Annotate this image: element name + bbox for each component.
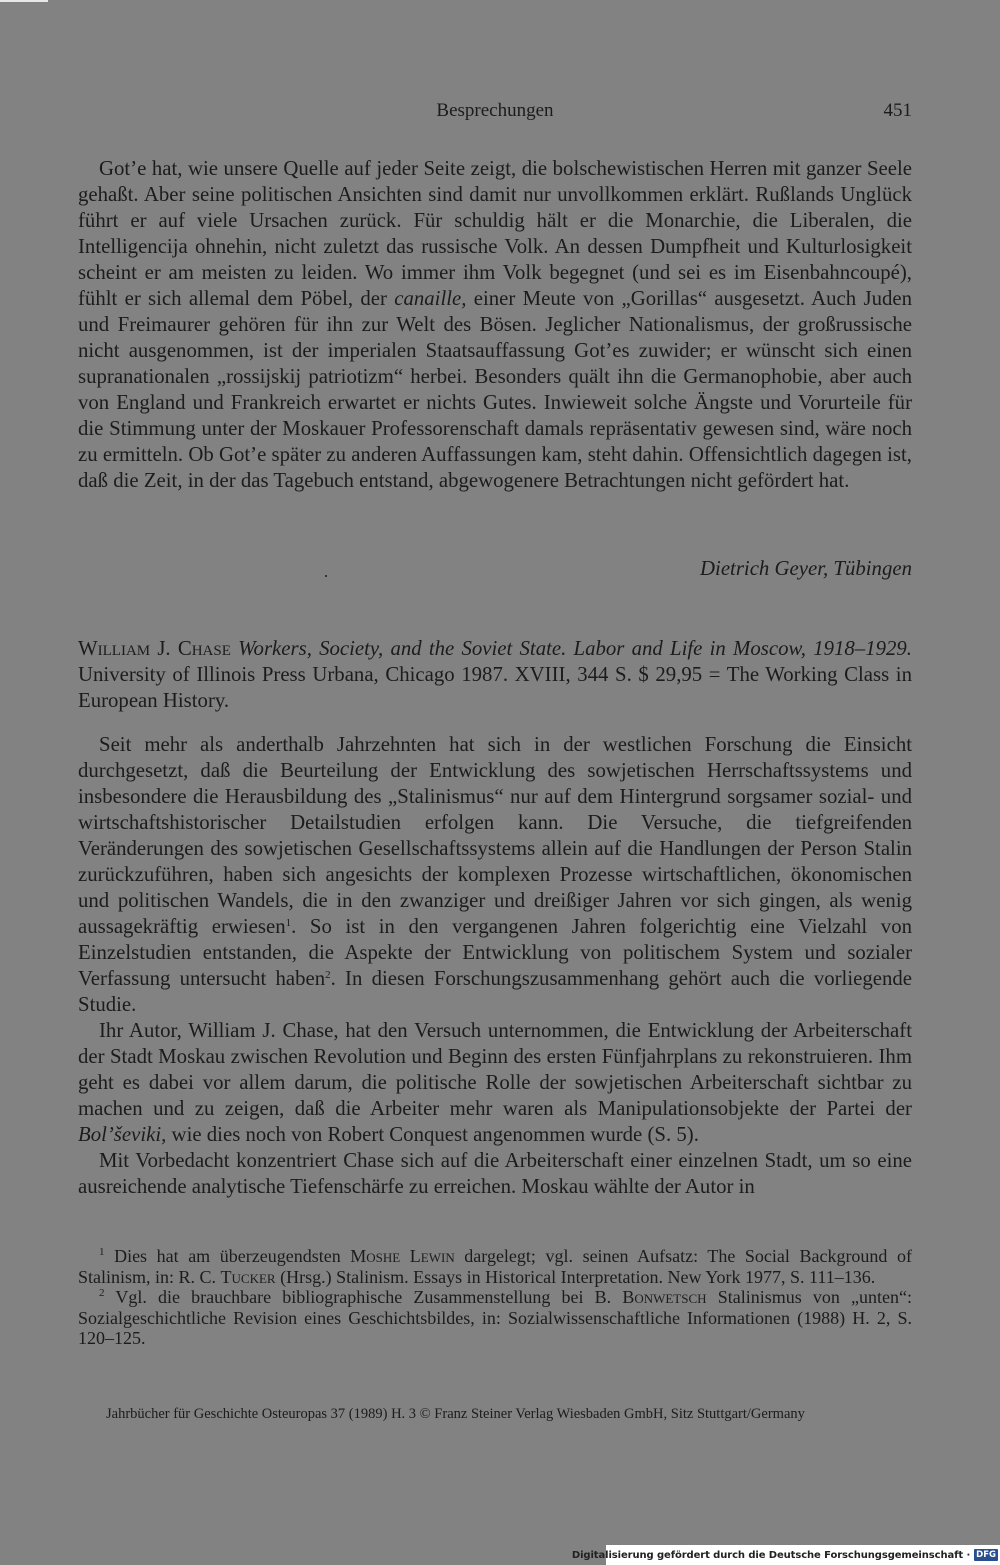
paragraph-text-continued: einer Meute von „Gorillas“ ausgesetzt. Auch Juden und Freimaurer gehören für ihn zur Welt des Bösen. Jeglicher Nationalismus, der großrussische nicht ausgenommen, ist der imperialen Staatsauffassung Got’es zuwider; er wünscht sich einen supranationalen „rossijskij patriotizm“ herbei. Besonders quält ihn die Germanophobie, aber auch von England und Frankreich erwartet er nichts Gutes. Inwieweit solche Ängste und Vorurteile für die Stimmung unter der Moskauer Professorenschaft damals repräsentativ gewesen sind, wäre noch zu ermitteln. Ob Got’e später zu anderen Auffassungen kam, steht dahin. Offensichtlich dagegen ist, daß die Zeit, in der das Tagebuch entstand, abgewogenere Betrachtungen nicht gefördert hat.	[78, 287, 913, 492]
italic-term: canaille,	[394, 287, 467, 310]
print-speck	[325, 575, 327, 577]
scan-corner-mark	[0, 0, 48, 2]
page-number: 451	[883, 100, 912, 121]
footnote-1	[78, 1246, 912, 1287]
footnote-text: (Hrsg.) Stalinism. Essays in Historical Interpretation. New York 1977, S. 111–136.	[275, 1266, 876, 1287]
book-author: William J. Chase	[78, 637, 231, 660]
cited-author: Moshe Lewin	[350, 1246, 455, 1266]
footnote-mark: 2	[99, 1287, 105, 1299]
footnote-ref-1[interactable]: 1	[285, 917, 292, 929]
running-header	[78, 100, 912, 126]
paragraph-text: wie dies noch von Robert Conquest angenommen wurde (S. 5).	[166, 1123, 699, 1146]
citation-line	[78, 636, 912, 714]
review-1-paragraph	[78, 156, 912, 494]
footnote-ref-2[interactable]: 2	[325, 969, 331, 981]
running-title: Besprechungen	[436, 100, 554, 121]
footnote-text: dargelegt; vgl. seinen Aufsatz: The Social Background of Stalinism, in: R. C.	[78, 1246, 912, 1287]
review-2-citation	[78, 636, 912, 714]
review-2-paragraph-1	[78, 732, 912, 1018]
paragraph-text: . So ist in den vergangenen Jahren folgerichtig eine Vielzahl von Einzelstudien entstanden, die Aspekte der Entwicklung von politischem System und sozialer Verfassung untersucht haben	[78, 915, 912, 990]
footnotes	[78, 1246, 912, 1349]
footnote-mark: 1	[99, 1246, 105, 1258]
cited-author: Bonwetsch	[622, 1287, 707, 1307]
journal-footer: Jahrbücher für Geschichte Osteuropas 37 (1989) H. 3 © Franz Steiner Verlag Wiesbaden GmbH, Sitz Stuttgart/Germany	[106, 1406, 805, 1422]
funding-note: Digitalisierung gefördert durch die Deutsche Forschungsgemeinschaft ·	[571, 1549, 971, 1561]
footnote-text: Dies hat am überzeugendsten	[104, 1246, 351, 1266]
digitization-funding-bar	[571, 1545, 1000, 1565]
dfg-logo-icon: DFG	[976, 1550, 996, 1560]
paragraph-text: . In diesen Forschungszusammenhang gehört auch die vorliegende Studie.	[78, 967, 912, 1016]
footnote-text: Stalinismus von „unten“: Sozialgeschichtliche Revision eines Geschichtsbildes, in: Sozialwissenschaftliche Informationen (1988) H. 2, S. 120–125.	[78, 1287, 912, 1348]
review-2-paragraph-2	[78, 1018, 912, 1148]
paragraph-text: Ihr Autor, William J. Chase, hat den Versuch unternommen, die Entwicklung der Arbeiterschaft der Stadt Moskau zwischen Revolution und Beginn des ersten Fünfjahrplans zu rekonstruieren. Ihm geht es dabei vor allem darum, die politische Rolle der sowjetischen Arbeiterschaft sichtbar zu machen und zu zeigen, daß die Arbeiter mehr waren als Manipulationsobjekte der Partei der	[78, 1019, 912, 1120]
publication-details: University of Illinois Press Urbana, Chicago 1987. XVIII, 344 S. $ 29,95 = The Working Class in European History.	[78, 663, 912, 712]
paragraph-text: Seit mehr als anderthalb Jahrzehnten hat sich in der westlichen Forschung die Einsicht durchgesetzt, daß die Beurteilung der Entwicklung des sowjetischen Herrschaftssystems und insbesondere die Herausbildung des „Stalinismus“ nur auf dem Hintergrund sorgsamer sozial- und wirtschaftshistorischer Detailstudien erfolgen kann. Die Versuche, die tiefgreifenden Veränderungen des sowjetischen Gesellschaftssystems allein auf die Handlungen der Person Stalin zurückzuführen, haben sich angesichts der komplexen Prozesse wirtschaftlichen, ökonomischen und politischen Wandels, die in den zwanziger und dreißiger Jahren vor sich gingen, als wenig aussagekräftig erwiesen	[78, 733, 912, 938]
review-1-body	[78, 156, 912, 494]
review-2-paragraph-3	[78, 1148, 912, 1200]
paragraph-text: Mit Vorbedacht konzentriert Chase sich auf die Arbeiterschaft einer einzelnen Stadt, um so eine ausreichende analytische Tiefenschärfe zu erreichen. Moskau wählte der Autor in	[78, 1149, 912, 1198]
cited-author: Tucker	[220, 1266, 276, 1287]
review-1-signature: Dietrich Geyer, Tübingen	[700, 557, 912, 580]
review-2-body	[78, 732, 912, 1200]
paragraph-text: Got’e hat, wie unsere Quelle auf jeder Seite zeigt, die bolschewistischen Herren mit ganzer Seele gehaßt. Aber seine politischen Ansichten sind damit nur unvollkommen erklärt. Rußlands Unglück führt er auf viele Ursachen zurück. Für schuldig hält er die Monarchie, die Liberalen, die Intelligencija ohnehin, nicht zuletzt das russische Volk. An dessen Dumpfheit und Kulturlosigkeit scheint er am meisten zu leiden. Wo immer ihm Volk begegnet (und sei es im Eisenbahncoupé), fühlt er sich allemal dem Pöbel, der	[78, 157, 912, 310]
book-title: Workers, Society, and the Soviet State. Labor and Life in Moscow, 1918–1929.	[238, 637, 913, 660]
footnote-2	[78, 1287, 912, 1349]
italic-term: Bol’ševiki,	[78, 1123, 167, 1146]
footnote-text: Vgl. die brauchbare bibliographische Zusammenstellung bei B.	[104, 1287, 623, 1307]
